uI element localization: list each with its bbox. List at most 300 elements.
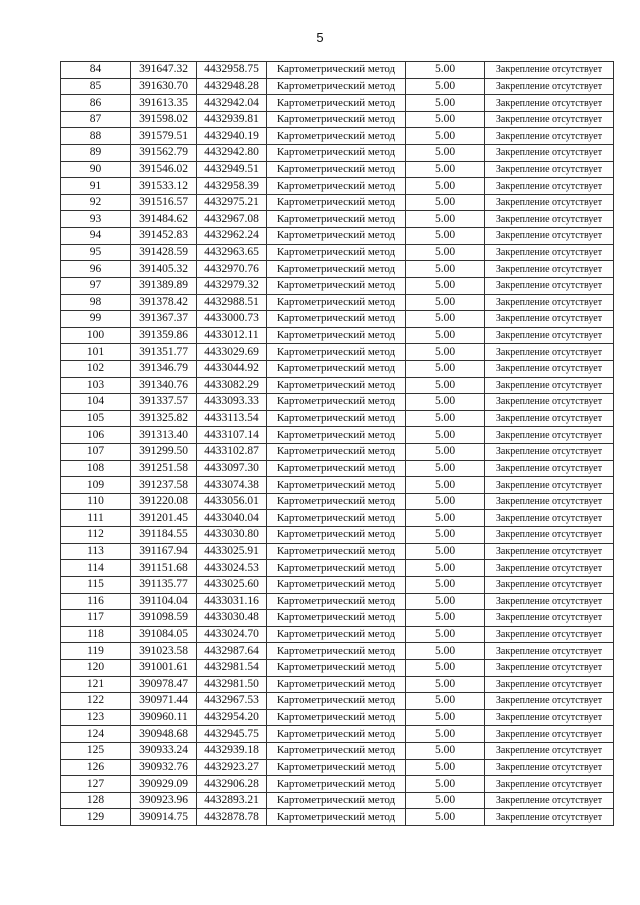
x-coordinate-cell: 391325.82 (131, 410, 197, 427)
fixing-note-cell: Закрепление отсутствует (485, 244, 614, 261)
table-row (61, 211, 614, 228)
point-number-cell: 88 (61, 128, 131, 145)
point-number-cell: 116 (61, 593, 131, 610)
y-coordinate-cell: 4432988.51 (197, 294, 267, 311)
accuracy-cell: 5.00 (406, 377, 485, 394)
accuracy-cell: 5.00 (406, 726, 485, 743)
x-coordinate-cell: 391201.45 (131, 510, 197, 527)
method-cell: Картометрический метод (267, 111, 406, 128)
table-row (61, 610, 614, 627)
point-number-cell: 94 (61, 228, 131, 245)
method-cell: Картометрический метод (267, 527, 406, 544)
point-number-cell: 106 (61, 427, 131, 444)
y-coordinate-cell: 4432981.50 (197, 676, 267, 693)
y-coordinate-cell: 4433000.73 (197, 311, 267, 328)
table-row (61, 643, 614, 660)
accuracy-cell: 5.00 (406, 527, 485, 544)
point-number-cell: 105 (61, 410, 131, 427)
method-cell: Картометрический метод (267, 311, 406, 328)
x-coordinate-cell: 391484.62 (131, 211, 197, 228)
x-coordinate-cell: 391367.37 (131, 311, 197, 328)
fixing-note-cell: Закрепление отсутствует (485, 742, 614, 759)
point-number-cell: 87 (61, 111, 131, 128)
method-cell: Картометрический метод (267, 809, 406, 826)
y-coordinate-cell: 4433024.53 (197, 560, 267, 577)
point-number-cell: 101 (61, 344, 131, 361)
accuracy-cell: 5.00 (406, 294, 485, 311)
accuracy-cell: 5.00 (406, 78, 485, 95)
table-row (61, 161, 614, 178)
accuracy-cell: 5.00 (406, 809, 485, 826)
x-coordinate-cell: 390971.44 (131, 693, 197, 710)
method-cell: Картометрический метод (267, 493, 406, 510)
accuracy-cell: 5.00 (406, 742, 485, 759)
method-cell: Картометрический метод (267, 178, 406, 195)
fixing-note-cell: Закрепление отсутствует (485, 327, 614, 344)
point-number-cell: 124 (61, 726, 131, 743)
method-cell: Картометрический метод (267, 460, 406, 477)
y-coordinate-cell: 4433097.30 (197, 460, 267, 477)
point-number-cell: 122 (61, 693, 131, 710)
y-coordinate-cell: 4433082.29 (197, 377, 267, 394)
y-coordinate-cell: 4432948.28 (197, 78, 267, 95)
accuracy-cell: 5.00 (406, 510, 485, 527)
fixing-note-cell: Закрепление отсутствует (485, 659, 614, 676)
table-row (61, 460, 614, 477)
y-coordinate-cell: 4433056.01 (197, 493, 267, 510)
method-cell: Картометрический метод (267, 726, 406, 743)
y-coordinate-cell: 4432962.24 (197, 228, 267, 245)
table-row (61, 244, 614, 261)
fixing-note-cell: Закрепление отсутствует (485, 62, 614, 79)
accuracy-cell: 5.00 (406, 194, 485, 211)
method-cell: Картометрический метод (267, 228, 406, 245)
x-coordinate-cell: 391630.70 (131, 78, 197, 95)
x-coordinate-cell: 391546.02 (131, 161, 197, 178)
method-cell: Картометрический метод (267, 62, 406, 79)
fixing-note-cell: Закрепление отсутствует (485, 294, 614, 311)
method-cell: Картометрический метод (267, 709, 406, 726)
accuracy-cell: 5.00 (406, 427, 485, 444)
fixing-note-cell: Закрепление отсутствует (485, 360, 614, 377)
point-number-cell: 112 (61, 527, 131, 544)
y-coordinate-cell: 4432949.51 (197, 161, 267, 178)
accuracy-cell: 5.00 (406, 261, 485, 278)
fixing-note-cell: Закрепление отсутствует (485, 726, 614, 743)
y-coordinate-cell: 4433040.04 (197, 510, 267, 527)
table-row (61, 809, 614, 826)
fixing-note-cell: Закрепление отсутствует (485, 211, 614, 228)
x-coordinate-cell: 391389.89 (131, 277, 197, 294)
table-row (61, 145, 614, 162)
coordinates-table (60, 61, 614, 826)
fixing-note-cell: Закрепление отсутствует (485, 344, 614, 361)
point-number-cell: 127 (61, 776, 131, 793)
y-coordinate-cell: 4433024.70 (197, 626, 267, 643)
table-row (61, 560, 614, 577)
x-coordinate-cell: 391184.55 (131, 527, 197, 544)
method-cell: Картометрический метод (267, 543, 406, 560)
fixing-note-cell: Закрепление отсутствует (485, 145, 614, 162)
y-coordinate-cell: 4433030.48 (197, 610, 267, 627)
accuracy-cell: 5.00 (406, 311, 485, 328)
point-number-cell: 96 (61, 261, 131, 278)
table-row (61, 377, 614, 394)
x-coordinate-cell: 390978.47 (131, 676, 197, 693)
point-number-cell: 121 (61, 676, 131, 693)
y-coordinate-cell: 4433107.14 (197, 427, 267, 444)
y-coordinate-cell: 4433044.92 (197, 360, 267, 377)
fixing-note-cell: Закрепление отсутствует (485, 277, 614, 294)
table-row (61, 410, 614, 427)
point-number-cell: 84 (61, 62, 131, 79)
point-number-cell: 126 (61, 759, 131, 776)
accuracy-cell: 5.00 (406, 676, 485, 693)
table-row (61, 576, 614, 593)
y-coordinate-cell: 4432958.39 (197, 178, 267, 195)
table-row (61, 543, 614, 560)
y-coordinate-cell: 4432979.32 (197, 277, 267, 294)
method-cell: Картометрический метод (267, 194, 406, 211)
fixing-note-cell: Закрепление отсутствует (485, 676, 614, 693)
accuracy-cell: 5.00 (406, 444, 485, 461)
x-coordinate-cell: 391104.04 (131, 593, 197, 610)
y-coordinate-cell: 4432906.28 (197, 776, 267, 793)
accuracy-cell: 5.00 (406, 178, 485, 195)
method-cell: Картометрический метод (267, 78, 406, 95)
accuracy-cell: 5.00 (406, 111, 485, 128)
method-cell: Картометрический метод (267, 792, 406, 809)
accuracy-cell: 5.00 (406, 161, 485, 178)
accuracy-cell: 5.00 (406, 643, 485, 660)
point-number-cell: 129 (61, 809, 131, 826)
fixing-note-cell: Закрепление отсутствует (485, 576, 614, 593)
point-number-cell: 114 (61, 560, 131, 577)
table-row (61, 360, 614, 377)
method-cell: Картометрический метод (267, 643, 406, 660)
point-number-cell: 102 (61, 360, 131, 377)
method-cell: Картометрический метод (267, 742, 406, 759)
table-row (61, 693, 614, 710)
fixing-note-cell: Закрепление отсутствует (485, 194, 614, 211)
accuracy-cell: 5.00 (406, 228, 485, 245)
fixing-note-cell: Закрепление отсутствует (485, 394, 614, 411)
accuracy-cell: 5.00 (406, 460, 485, 477)
method-cell: Картометрический метод (267, 444, 406, 461)
point-number-cell: 115 (61, 576, 131, 593)
y-coordinate-cell: 4432942.80 (197, 145, 267, 162)
x-coordinate-cell: 391613.35 (131, 95, 197, 112)
x-coordinate-cell: 391598.02 (131, 111, 197, 128)
table-row (61, 593, 614, 610)
method-cell: Картометрический метод (267, 377, 406, 394)
accuracy-cell: 5.00 (406, 626, 485, 643)
y-coordinate-cell: 4432958.75 (197, 62, 267, 79)
y-coordinate-cell: 4432939.81 (197, 111, 267, 128)
table-row (61, 111, 614, 128)
fixing-note-cell: Закрепление отсутствует (485, 560, 614, 577)
point-number-cell: 97 (61, 277, 131, 294)
point-number-cell: 92 (61, 194, 131, 211)
fixing-note-cell: Закрепление отсутствует (485, 493, 614, 510)
method-cell: Картометрический метод (267, 676, 406, 693)
y-coordinate-cell: 4433102.87 (197, 444, 267, 461)
fixing-note-cell: Закрепление отсутствует (485, 111, 614, 128)
method-cell: Картометрический метод (267, 427, 406, 444)
x-coordinate-cell: 391346.79 (131, 360, 197, 377)
x-coordinate-cell: 391647.32 (131, 62, 197, 79)
fixing-note-cell: Закрепление отсутствует (485, 261, 614, 278)
accuracy-cell: 5.00 (406, 95, 485, 112)
fixing-note-cell: Закрепление отсутствует (485, 643, 614, 660)
y-coordinate-cell: 4433025.60 (197, 576, 267, 593)
x-coordinate-cell: 391237.58 (131, 477, 197, 494)
page-number: 5 (316, 30, 324, 45)
method-cell: Картометрический метод (267, 244, 406, 261)
fixing-note-cell: Закрепление отсутствует (485, 809, 614, 826)
fixing-note-cell: Закрепление отсутствует (485, 444, 614, 461)
y-coordinate-cell: 4432967.53 (197, 693, 267, 710)
table-row (61, 759, 614, 776)
point-number-cell: 104 (61, 394, 131, 411)
point-number-cell: 107 (61, 444, 131, 461)
fixing-note-cell: Закрепление отсутствует (485, 460, 614, 477)
y-coordinate-cell: 4432945.75 (197, 726, 267, 743)
method-cell: Картометрический метод (267, 128, 406, 145)
method-cell: Картометрический метод (267, 211, 406, 228)
method-cell: Картометрический метод (267, 360, 406, 377)
method-cell: Картометрический метод (267, 759, 406, 776)
x-coordinate-cell: 391151.68 (131, 560, 197, 577)
accuracy-cell: 5.00 (406, 477, 485, 494)
method-cell: Картометрический метод (267, 610, 406, 627)
x-coordinate-cell: 391533.12 (131, 178, 197, 195)
point-number-cell: 86 (61, 95, 131, 112)
point-number-cell: 125 (61, 742, 131, 759)
x-coordinate-cell: 391084.05 (131, 626, 197, 643)
point-number-cell: 93 (61, 211, 131, 228)
table-row (61, 444, 614, 461)
x-coordinate-cell: 391378.42 (131, 294, 197, 311)
fixing-note-cell: Закрепление отсутствует (485, 228, 614, 245)
fixing-note-cell: Закрепление отсутствует (485, 95, 614, 112)
accuracy-cell: 5.00 (406, 394, 485, 411)
fixing-note-cell: Закрепление отсутствует (485, 477, 614, 494)
y-coordinate-cell: 4433025.91 (197, 543, 267, 560)
y-coordinate-cell: 4432940.19 (197, 128, 267, 145)
accuracy-cell: 5.00 (406, 277, 485, 294)
fixing-note-cell: Закрепление отсутствует (485, 161, 614, 178)
point-number-cell: 91 (61, 178, 131, 195)
point-number-cell: 98 (61, 294, 131, 311)
y-coordinate-cell: 4433030.80 (197, 527, 267, 544)
x-coordinate-cell: 391098.59 (131, 610, 197, 627)
table-row (61, 709, 614, 726)
accuracy-cell: 5.00 (406, 792, 485, 809)
x-coordinate-cell: 391001.61 (131, 659, 197, 676)
method-cell: Картометрический метод (267, 410, 406, 427)
method-cell: Картометрический метод (267, 560, 406, 577)
table-row (61, 477, 614, 494)
accuracy-cell: 5.00 (406, 659, 485, 676)
point-number-cell: 110 (61, 493, 131, 510)
table-row (61, 311, 614, 328)
point-number-cell: 109 (61, 477, 131, 494)
method-cell: Картометрический метод (267, 776, 406, 793)
point-number-cell: 85 (61, 78, 131, 95)
accuracy-cell: 5.00 (406, 776, 485, 793)
fixing-note-cell: Закрепление отсутствует (485, 377, 614, 394)
table-row (61, 427, 614, 444)
fixing-note-cell: Закрепление отсутствует (485, 311, 614, 328)
accuracy-cell: 5.00 (406, 211, 485, 228)
accuracy-cell: 5.00 (406, 593, 485, 610)
fixing-note-cell: Закрепление отсутствует (485, 593, 614, 610)
accuracy-cell: 5.00 (406, 327, 485, 344)
accuracy-cell: 5.00 (406, 610, 485, 627)
method-cell: Картометрический метод (267, 277, 406, 294)
point-number-cell: 111 (61, 510, 131, 527)
table-row (61, 626, 614, 643)
point-number-cell: 120 (61, 659, 131, 676)
fixing-note-cell: Закрепление отсутствует (485, 427, 614, 444)
y-coordinate-cell: 4432987.64 (197, 643, 267, 660)
x-coordinate-cell: 391351.77 (131, 344, 197, 361)
point-number-cell: 103 (61, 377, 131, 394)
point-number-cell: 108 (61, 460, 131, 477)
table-row (61, 261, 614, 278)
y-coordinate-cell: 4432963.65 (197, 244, 267, 261)
point-number-cell: 100 (61, 327, 131, 344)
x-coordinate-cell: 391251.58 (131, 460, 197, 477)
point-number-cell: 113 (61, 543, 131, 560)
table-row (61, 178, 614, 195)
fixing-note-cell: Закрепление отсутствует (485, 693, 614, 710)
table-row (61, 78, 614, 95)
x-coordinate-cell: 391337.57 (131, 394, 197, 411)
x-coordinate-cell: 391220.08 (131, 493, 197, 510)
y-coordinate-cell: 4432893.21 (197, 792, 267, 809)
x-coordinate-cell: 390914.75 (131, 809, 197, 826)
method-cell: Картометрический метод (267, 161, 406, 178)
accuracy-cell: 5.00 (406, 709, 485, 726)
y-coordinate-cell: 4432954.20 (197, 709, 267, 726)
x-coordinate-cell: 391359.86 (131, 327, 197, 344)
method-cell: Картометрический метод (267, 261, 406, 278)
fixing-note-cell: Закрепление отсутствует (485, 610, 614, 627)
y-coordinate-cell: 4433074.38 (197, 477, 267, 494)
accuracy-cell: 5.00 (406, 543, 485, 560)
point-number-cell: 99 (61, 311, 131, 328)
accuracy-cell: 5.00 (406, 244, 485, 261)
table-row (61, 128, 614, 145)
y-coordinate-cell: 4433093.33 (197, 394, 267, 411)
x-coordinate-cell: 391135.77 (131, 576, 197, 593)
fixing-note-cell: Закрепление отсутствует (485, 78, 614, 95)
accuracy-cell: 5.00 (406, 344, 485, 361)
x-coordinate-cell: 391562.79 (131, 145, 197, 162)
table-row (61, 277, 614, 294)
table-row (61, 676, 614, 693)
table-row (61, 228, 614, 245)
method-cell: Картометрический метод (267, 344, 406, 361)
fixing-note-cell: Закрепление отсутствует (485, 410, 614, 427)
table-row (61, 659, 614, 676)
method-cell: Картометрический метод (267, 659, 406, 676)
x-coordinate-cell: 390929.09 (131, 776, 197, 793)
fixing-note-cell: Закрепление отсутствует (485, 626, 614, 643)
method-cell: Картометрический метод (267, 394, 406, 411)
method-cell: Картометрический метод (267, 510, 406, 527)
point-number-cell: 89 (61, 145, 131, 162)
point-number-cell: 90 (61, 161, 131, 178)
y-coordinate-cell: 4432970.76 (197, 261, 267, 278)
accuracy-cell: 5.00 (406, 693, 485, 710)
accuracy-cell: 5.00 (406, 759, 485, 776)
y-coordinate-cell: 4432967.08 (197, 211, 267, 228)
accuracy-cell: 5.00 (406, 493, 485, 510)
accuracy-cell: 5.00 (406, 410, 485, 427)
method-cell: Картометрический метод (267, 576, 406, 593)
method-cell: Картометрический метод (267, 327, 406, 344)
fixing-note-cell: Закрепление отсутствует (485, 776, 614, 793)
table-row (61, 792, 614, 809)
accuracy-cell: 5.00 (406, 576, 485, 593)
table-row (61, 62, 614, 79)
table-row (61, 294, 614, 311)
y-coordinate-cell: 4432975.21 (197, 194, 267, 211)
table-row (61, 95, 614, 112)
table-row (61, 726, 614, 743)
x-coordinate-cell: 391579.51 (131, 128, 197, 145)
table-row (61, 742, 614, 759)
y-coordinate-cell: 4433031.16 (197, 593, 267, 610)
y-coordinate-cell: 4432923.27 (197, 759, 267, 776)
table-row (61, 394, 614, 411)
y-coordinate-cell: 4432942.04 (197, 95, 267, 112)
x-coordinate-cell: 391299.50 (131, 444, 197, 461)
method-cell: Картометрический метод (267, 626, 406, 643)
table-row (61, 493, 614, 510)
table-row (61, 194, 614, 211)
table-row (61, 776, 614, 793)
point-number-cell: 118 (61, 626, 131, 643)
method-cell: Картометрический метод (267, 593, 406, 610)
fixing-note-cell: Закрепление отсутствует (485, 792, 614, 809)
method-cell: Картометрический метод (267, 95, 406, 112)
y-coordinate-cell: 4432981.54 (197, 659, 267, 676)
point-number-cell: 117 (61, 610, 131, 627)
method-cell: Картометрический метод (267, 294, 406, 311)
x-coordinate-cell: 391340.76 (131, 377, 197, 394)
x-coordinate-cell: 391313.40 (131, 427, 197, 444)
x-coordinate-cell: 390960.11 (131, 709, 197, 726)
table-row (61, 327, 614, 344)
x-coordinate-cell: 391405.32 (131, 261, 197, 278)
x-coordinate-cell: 390932.76 (131, 759, 197, 776)
accuracy-cell: 5.00 (406, 560, 485, 577)
coordinates-table-body (61, 62, 614, 826)
x-coordinate-cell: 391452.83 (131, 228, 197, 245)
method-cell: Картометрический метод (267, 477, 406, 494)
y-coordinate-cell: 4433029.69 (197, 344, 267, 361)
accuracy-cell: 5.00 (406, 62, 485, 79)
x-coordinate-cell: 391167.94 (131, 543, 197, 560)
y-coordinate-cell: 4432878.78 (197, 809, 267, 826)
y-coordinate-cell: 4432939.18 (197, 742, 267, 759)
fixing-note-cell: Закрепление отсутствует (485, 527, 614, 544)
method-cell: Картометрический метод (267, 693, 406, 710)
